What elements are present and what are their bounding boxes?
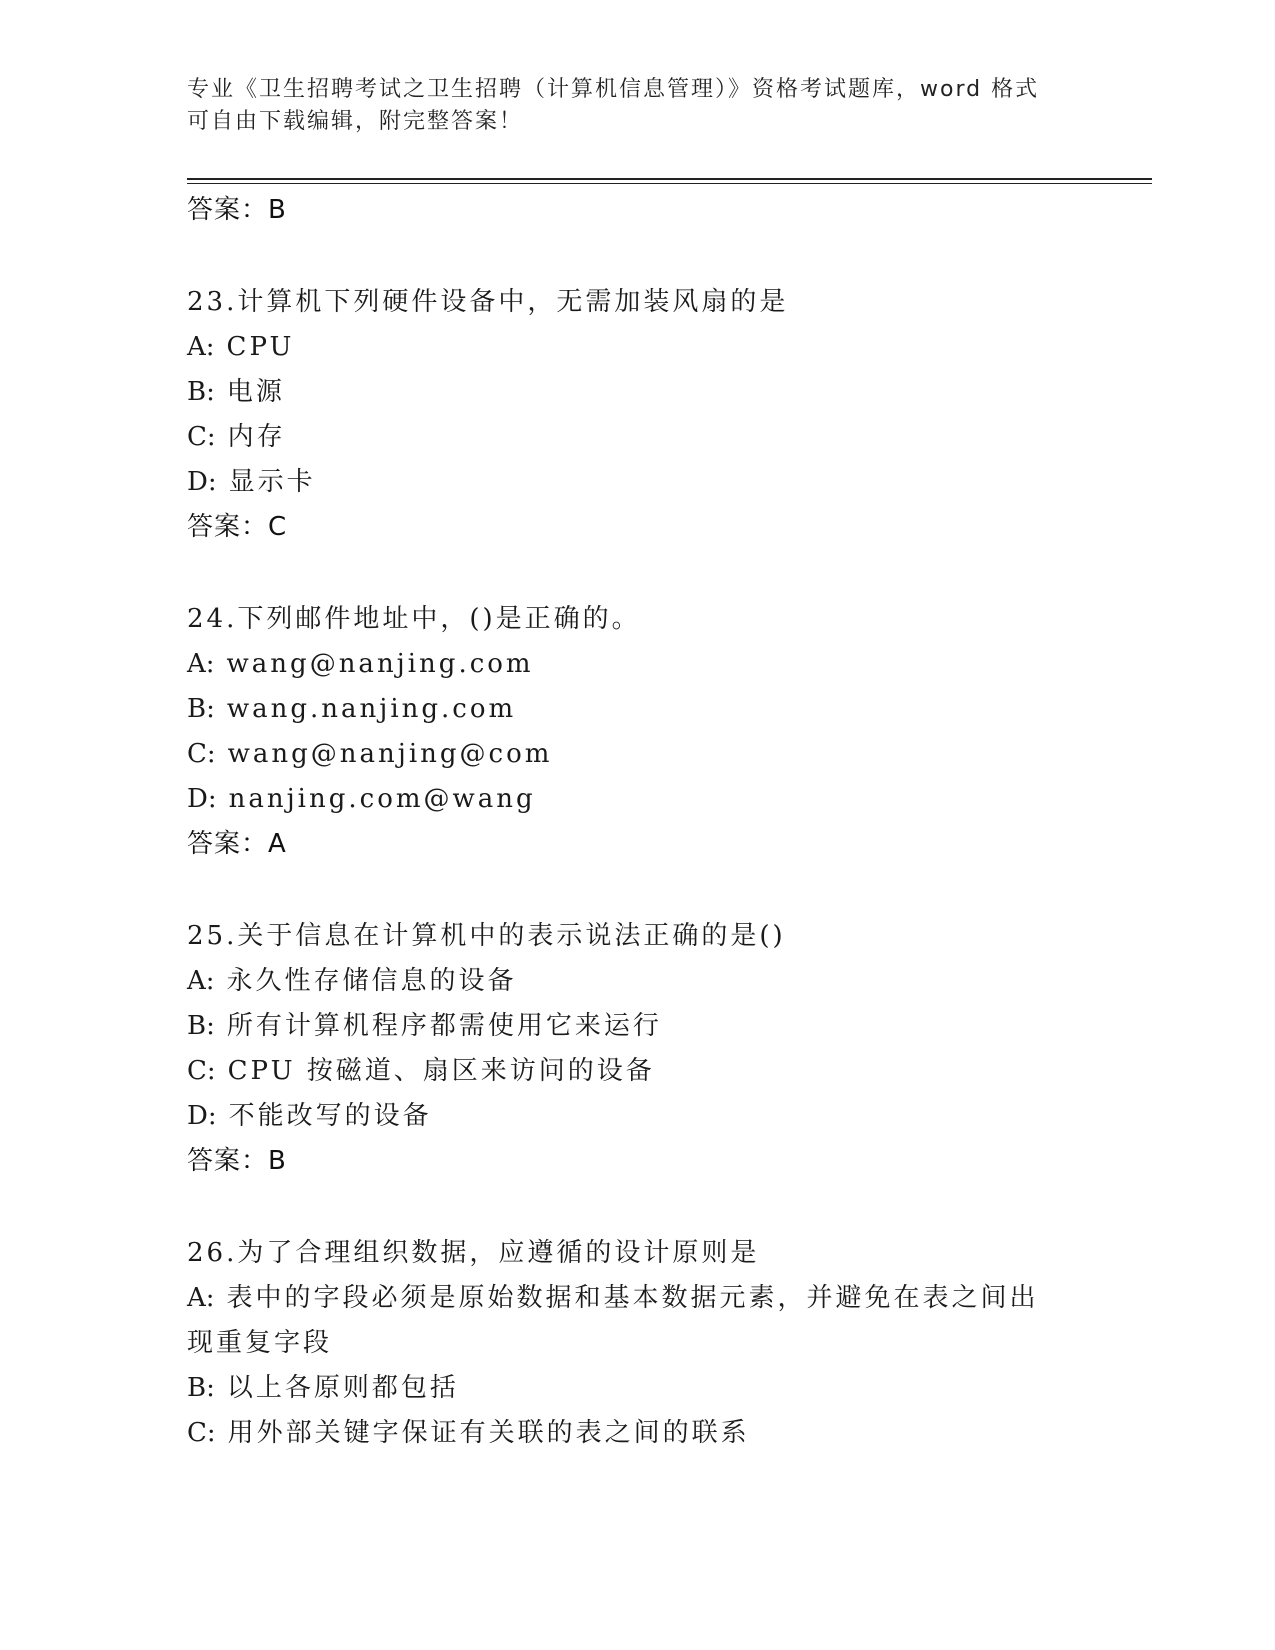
spacer <box>187 233 1087 280</box>
option-text: wang@nanjing.com <box>226 649 534 679</box>
document-header <box>187 74 1087 138</box>
option-text: 永久性存储信息的设备 <box>226 966 517 996</box>
option-text: nanjing.com@wang <box>228 784 536 814</box>
option-prefix: B: <box>187 694 215 724</box>
question-26 <box>187 1231 1087 1456</box>
header-line-2: 可自由下载编辑，附完整答案！ <box>187 109 524 134</box>
option-a <box>187 959 1087 1004</box>
question-stem: 26.为了合理组织数据，应遵循的设计原则是 <box>187 1238 760 1268</box>
option-text: CPU 按磁道、扇区来访问的设备 <box>227 1056 655 1086</box>
option-prefix: B: <box>187 377 215 407</box>
option-prefix: B: <box>187 1011 215 1041</box>
option-c <box>187 732 1087 777</box>
option-d <box>187 1094 1087 1139</box>
answer-line: 答案：B <box>187 1146 287 1176</box>
header-divider-thick <box>187 178 1152 180</box>
option-text: 以上各原则都包括 <box>226 1373 459 1403</box>
option-a <box>187 642 1087 687</box>
option-prefix: D: <box>187 784 217 814</box>
option-text: 所有计算机程序都需使用它来运行 <box>226 1011 662 1041</box>
spacer <box>187 867 1087 914</box>
previous-answer: 答案：B <box>187 195 287 225</box>
option-text: 表中的字段必须是原始数据和基本数据元素，并避免在表之间出现重复字段 <box>187 1283 1039 1358</box>
option-prefix: A: <box>187 1283 215 1313</box>
option-prefix: A: <box>187 332 215 362</box>
header-divider-thin <box>187 183 1152 184</box>
option-prefix: A: <box>187 966 215 996</box>
spacer <box>187 1184 1087 1231</box>
option-b <box>187 1004 1087 1049</box>
option-b <box>187 687 1087 732</box>
option-b <box>187 370 1087 415</box>
option-text: 用外部关键字保证有关联的表之间的联系 <box>227 1418 750 1448</box>
option-prefix: C: <box>187 1418 216 1448</box>
option-prefix: B: <box>187 1373 215 1403</box>
option-text: CPU <box>226 332 295 362</box>
option-text: 显示卡 <box>228 467 316 497</box>
question-stem: 24.下列邮件地址中，()是正确的。 <box>187 604 641 634</box>
option-a <box>187 1276 1067 1366</box>
spacer <box>187 550 1087 597</box>
option-c <box>187 1049 1087 1094</box>
question-23 <box>187 280 1087 550</box>
option-text: 电源 <box>226 377 285 407</box>
option-text: wang.nanjing.com <box>226 694 517 724</box>
question-stem: 23.计算机下列硬件设备中，无需加装风扇的是 <box>187 287 789 317</box>
option-prefix: D: <box>187 1101 217 1131</box>
header-line-1: 专业《卫生招聘考试之卫生招聘（计算机信息管理）》资格考试题库，word 格式 <box>187 77 1040 102</box>
option-a <box>187 325 1087 370</box>
option-prefix: D: <box>187 467 217 497</box>
question-24 <box>187 597 1087 867</box>
option-c <box>187 415 1087 460</box>
question-list <box>187 188 1087 1456</box>
option-b <box>187 1366 1087 1411</box>
option-text: 不能改写的设备 <box>228 1101 432 1131</box>
option-prefix: C: <box>187 739 216 769</box>
answer-line: 答案：A <box>187 829 287 859</box>
option-d <box>187 460 1087 505</box>
option-prefix: C: <box>187 422 216 452</box>
option-text: wang@nanjing@com <box>227 739 553 769</box>
option-prefix: A: <box>187 649 215 679</box>
option-c <box>187 1411 1087 1456</box>
option-prefix: C: <box>187 1056 216 1086</box>
question-stem: 25.关于信息在计算机中的表示说法正确的是() <box>187 921 786 951</box>
option-text: 内存 <box>227 422 286 452</box>
option-d <box>187 777 1087 822</box>
answer-line: 答案：C <box>187 512 288 542</box>
question-25 <box>187 914 1087 1184</box>
